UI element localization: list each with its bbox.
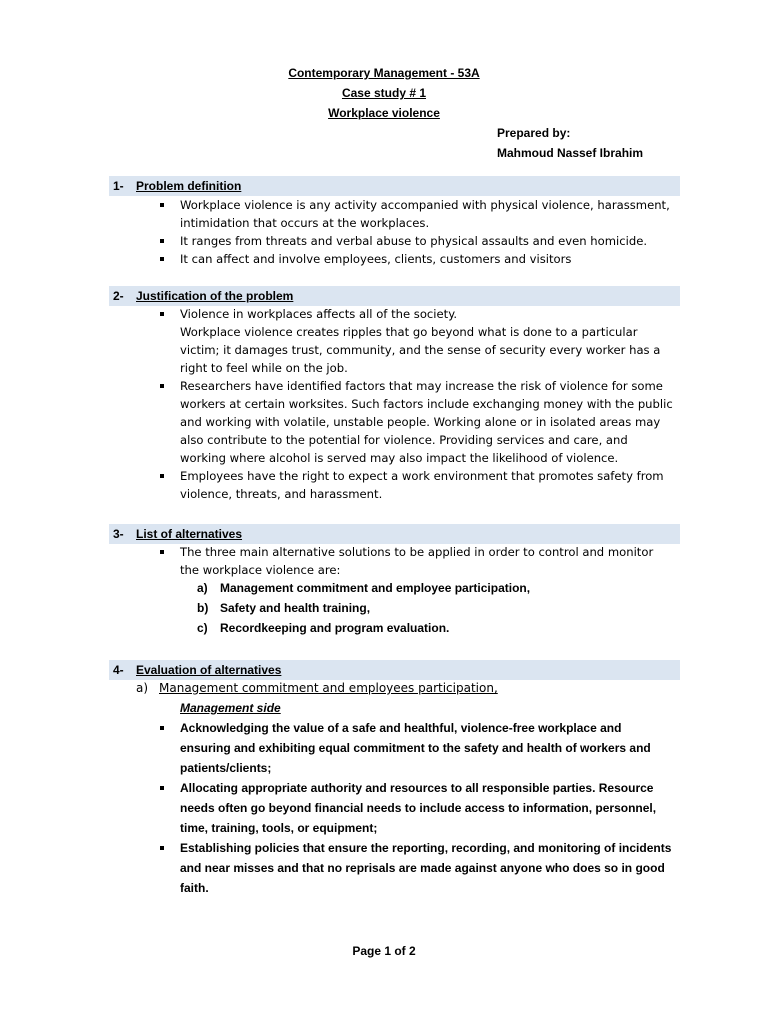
bullet-icon xyxy=(160,239,164,243)
author-name: Mahmoud Nassef Ibrahim xyxy=(497,146,644,160)
prepared-by-label: Prepared by: xyxy=(497,126,571,140)
bullet-icon xyxy=(160,550,164,554)
bullet-text: Employees have the right to expect a work environment that promotes safety from violence, threats, and harassment. xyxy=(180,469,664,501)
alternative-letter: c) xyxy=(197,621,208,635)
alternative-text: Management commitment and employee participation, xyxy=(220,581,531,595)
bullet-icon xyxy=(160,786,164,790)
alternative-letter: b) xyxy=(197,601,209,615)
bullet-icon xyxy=(160,474,164,478)
management-side-heading: Management side xyxy=(180,701,281,715)
bullet-icon xyxy=(160,203,164,207)
bullet-text: It can affect and involve employees, clients, customers and visitors xyxy=(180,252,572,266)
section-number: 2- xyxy=(113,289,124,303)
section-title: Justification of the problem xyxy=(136,289,294,303)
bullet-text: Workplace violence creates ripples that go beyond what is done to a particular victim; it damages trust, community, and the sense of security every worker has a right to feel while on the job. xyxy=(180,325,661,375)
bullet-text: Acknowledging the value of a safe and healthful, violence-free workplace and ensuring and exhibiting equal commitment to the safety and health of workers and patients/clients; xyxy=(180,721,651,775)
alternative-text: Safety and health training, xyxy=(220,601,371,615)
case-study-number: Case study # 1 xyxy=(341,86,427,100)
section-heading-alternatives xyxy=(109,524,680,544)
bullet-text: Establishing policies that ensure the reporting, recording, and monitoring of incidents and near misses and that no reprisals are made against anyone who does so in good faith. xyxy=(180,841,672,895)
section-number: 3- xyxy=(113,527,124,541)
section-heading-justification xyxy=(109,286,680,306)
section-number: 1- xyxy=(113,179,124,193)
bullet-text: It ranges from threats and verbal abuse to physical assaults and even homicide. xyxy=(180,234,648,248)
bullet-icon xyxy=(160,846,164,850)
bullet-icon xyxy=(160,257,164,261)
alternative-text: Recordkeeping and program evaluation. xyxy=(220,621,450,635)
bullet-text: The three main alternative solutions to be applied in order to control and monitor the workplace violence are: xyxy=(180,545,654,577)
section-title: List of alternatives xyxy=(136,527,243,541)
section-title: Problem definition xyxy=(136,179,242,193)
section-heading-problem-definition xyxy=(109,176,680,196)
subsection-title: Management commitment and employees participation, xyxy=(159,681,498,695)
course-title: Contemporary Management - 53A xyxy=(288,66,480,80)
bullet-icon xyxy=(160,312,164,316)
bullet-text: Allocating appropriate authority and resources to all responsible parties. Resource needs often go beyond financial needs to include access to information, personnel, time, training, tools, or equipment; xyxy=(180,781,657,835)
subsection-letter: a) xyxy=(136,681,149,695)
bullet-icon xyxy=(160,384,164,388)
section-heading-evaluation xyxy=(109,660,680,680)
bullet-text: Researchers have identified factors that may increase the risk of violence for some workers at certain worksites. Such factors include exchanging money with the public and working with volatile, unstable people. Working alone or in isolated areas may also contribute to the potential for violence. Providing services and care, and working where alcohol is served may also impact the likelihood of violence. xyxy=(180,379,673,465)
alternative-letter: a) xyxy=(197,581,208,595)
section-number: 4- xyxy=(113,663,124,677)
section-title: Evaluation of alternatives xyxy=(136,663,282,677)
bullet-text: Workplace violence is any activity accompanied with physical violence, harassment, intimidation that occurs at the workplaces. xyxy=(180,198,670,230)
page-number: Page 1 of 2 xyxy=(352,944,416,958)
case-study-topic: Workplace violence xyxy=(328,106,440,120)
bullet-icon xyxy=(160,726,164,730)
bullet-text: Violence in workplaces affects all of the society. xyxy=(180,307,458,321)
